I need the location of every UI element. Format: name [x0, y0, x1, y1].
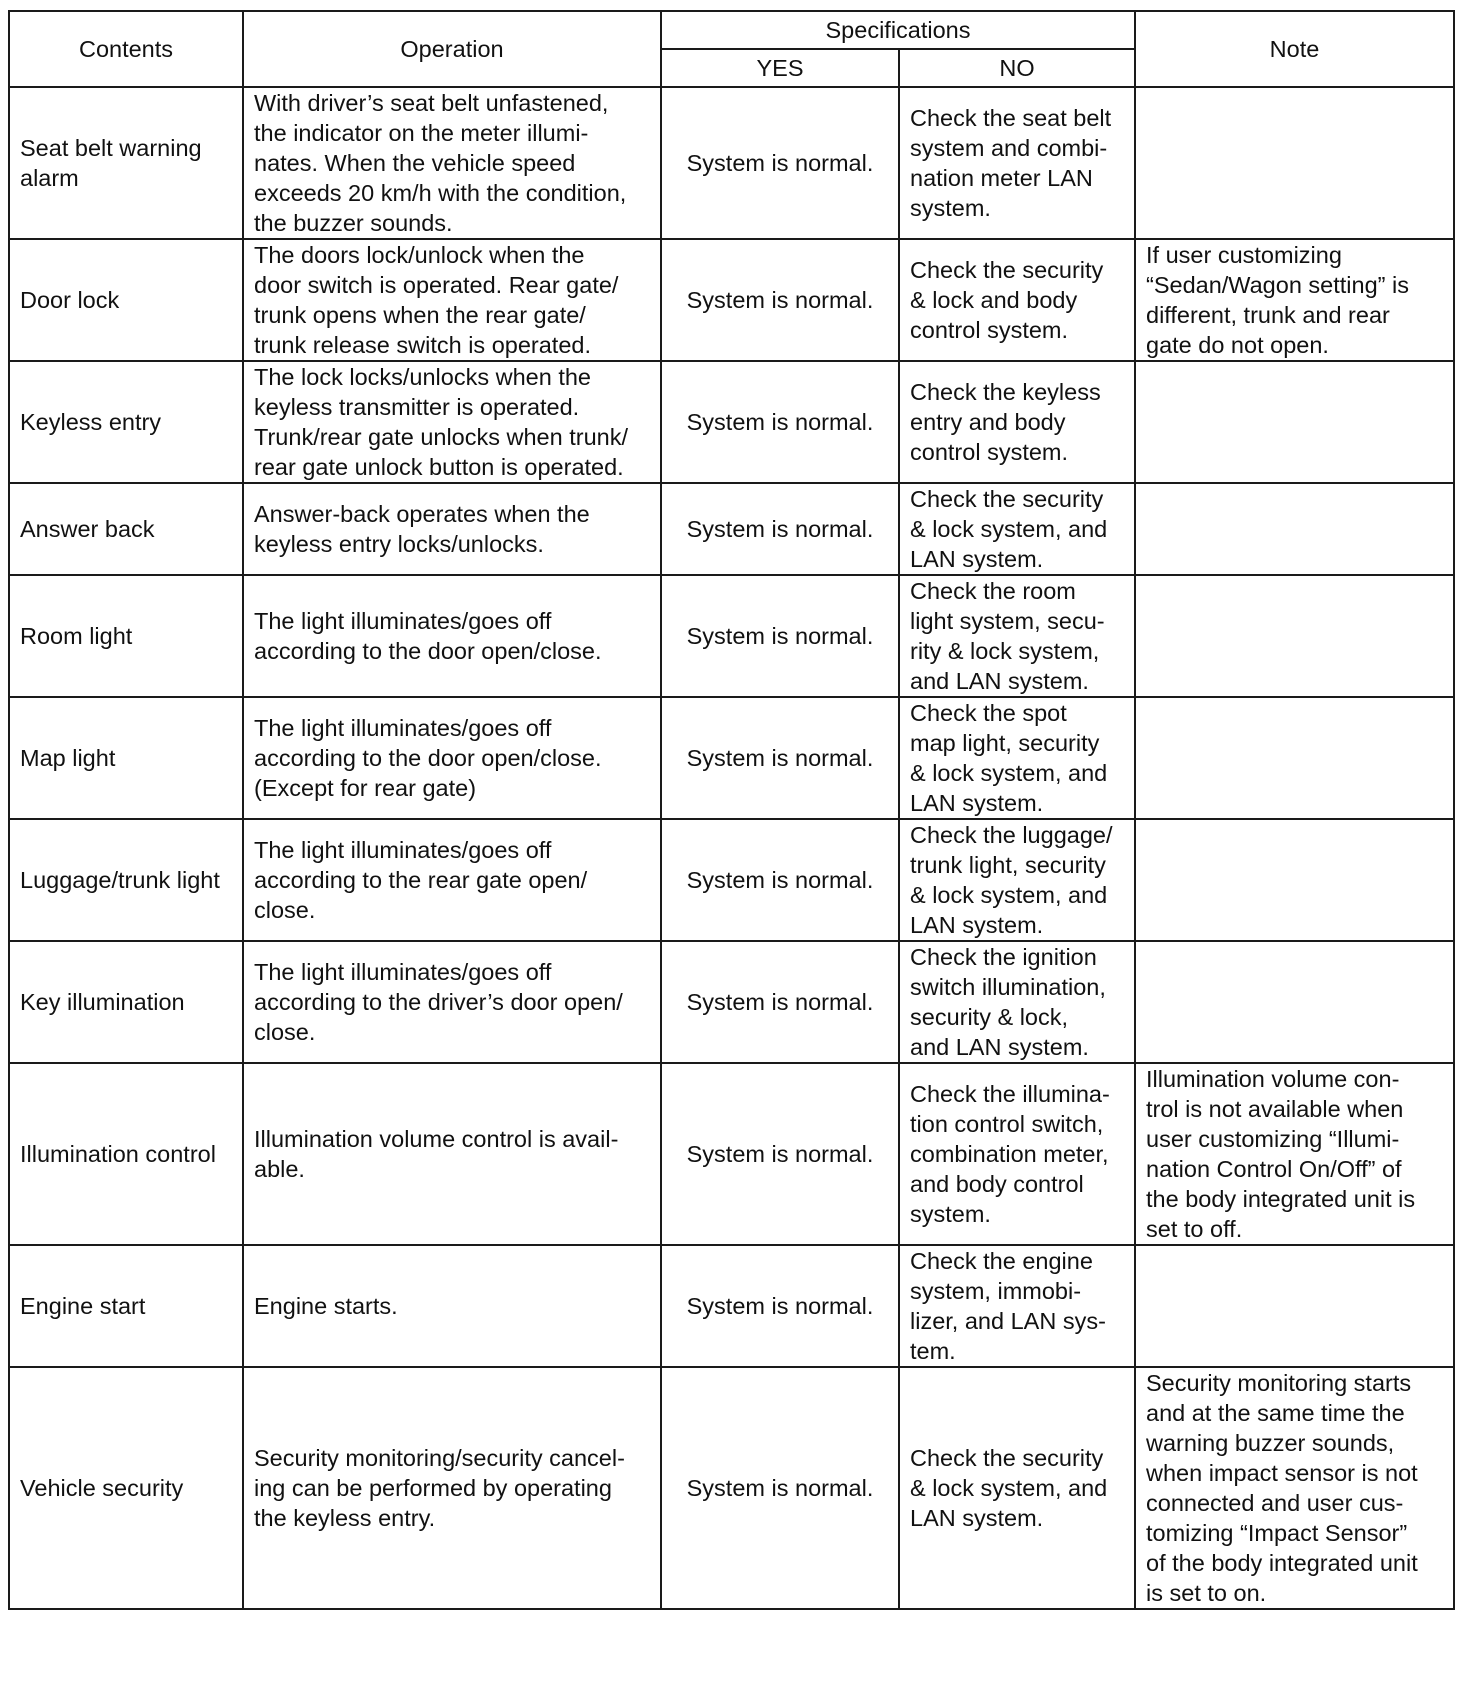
cell-note — [1135, 361, 1454, 483]
cell-operation: The light illuminates/goes off according to the driver’s door open/ close. — [243, 941, 661, 1063]
cell-note — [1135, 483, 1454, 575]
header-operation: Operation — [243, 11, 661, 87]
cell-no: Check the engine system, immobi- lizer, and LAN sys- tem. — [899, 1245, 1135, 1367]
table-header — [9, 11, 1454, 87]
cell-operation: The lock locks/unlocks when the keyless transmitter is operated. Trunk/rear gate unlocks when trunk/ rear gate unlock button is operated. — [243, 361, 661, 483]
cell-no: Check the seat belt system and combi- nation meter LAN system. — [899, 87, 1135, 239]
cell-contents: Door lock — [9, 239, 243, 361]
table-row — [9, 1245, 1454, 1367]
cell-contents: Illumination control — [9, 1063, 243, 1245]
cell-yes: System is normal. — [661, 1367, 899, 1609]
cell-no: Check the security & lock system, and LAN system. — [899, 483, 1135, 575]
table-row — [9, 1063, 1454, 1245]
cell-operation: The light illuminates/goes off according to the door open/close. — [243, 575, 661, 697]
cell-note: Illumination volume con- trol is not available when user customizing “Illumi- nation Control On/Off” of the body integrated unit is set to off. — [1135, 1063, 1454, 1245]
cell-note — [1135, 575, 1454, 697]
header-no: NO — [899, 49, 1135, 87]
cell-no: Check the spot map light, security & lock system, and LAN system. — [899, 697, 1135, 819]
header-note: Note — [1135, 11, 1454, 87]
cell-yes: System is normal. — [661, 483, 899, 575]
cell-contents: Key illumination — [9, 941, 243, 1063]
cell-operation: Engine starts. — [243, 1245, 661, 1367]
cell-note: If user customizing “Sedan/Wagon setting” is different, trunk and rear gate do not open. — [1135, 239, 1454, 361]
cell-contents: Answer back — [9, 483, 243, 575]
cell-contents: Room light — [9, 575, 243, 697]
cell-yes: System is normal. — [661, 697, 899, 819]
table-row — [9, 575, 1454, 697]
cell-operation: The light illuminates/goes off according to the rear gate open/ close. — [243, 819, 661, 941]
table-row — [9, 819, 1454, 941]
table-row — [9, 941, 1454, 1063]
header-yes: YES — [661, 49, 899, 87]
cell-yes: System is normal. — [661, 575, 899, 697]
cell-yes: System is normal. — [661, 239, 899, 361]
cell-note — [1135, 819, 1454, 941]
cell-contents: Engine start — [9, 1245, 243, 1367]
cell-contents: Keyless entry — [9, 361, 243, 483]
table-row — [9, 483, 1454, 575]
table-row — [9, 697, 1454, 819]
cell-operation: The light illuminates/goes off according to the door open/close. (Except for rear gate) — [243, 697, 661, 819]
cell-note — [1135, 87, 1454, 239]
cell-yes: System is normal. — [661, 941, 899, 1063]
header-contents: Contents — [9, 11, 243, 87]
cell-contents: Luggage/trunk light — [9, 819, 243, 941]
cell-operation: The doors lock/unlock when the door switch is operated. Rear gate/ trunk opens when the rear gate/ trunk release switch is operated. — [243, 239, 661, 361]
cell-operation: Security monitoring/security cancel- ing can be performed by operating the keyless entry. — [243, 1367, 661, 1609]
cell-operation: Answer-back operates when the keyless entry locks/unlocks. — [243, 483, 661, 575]
cell-no: Check the security & lock system, and LAN system. — [899, 1367, 1135, 1609]
cell-operation: With driver’s seat belt unfastened, the indicator on the meter illumi- nates. When the vehicle speed exceeds 20 km/h with the condition, the buzzer sounds. — [243, 87, 661, 239]
cell-no: Check the keyless entry and body control system. — [899, 361, 1135, 483]
cell-no: Check the luggage/ trunk light, security & lock system, and LAN system. — [899, 819, 1135, 941]
cell-note — [1135, 697, 1454, 819]
table-row — [9, 361, 1454, 483]
cell-no: Check the security & lock and body control system. — [899, 239, 1135, 361]
cell-yes: System is normal. — [661, 361, 899, 483]
cell-contents: Seat belt warning alarm — [9, 87, 243, 239]
cell-operation: Illumination volume control is avail- able. — [243, 1063, 661, 1245]
table-row — [9, 87, 1454, 239]
cell-contents: Map light — [9, 697, 243, 819]
table-body — [9, 87, 1454, 1609]
cell-note — [1135, 1245, 1454, 1367]
specification-table — [8, 10, 1455, 1610]
cell-no: Check the ignition switch illumination, security & lock, and LAN system. — [899, 941, 1135, 1063]
cell-yes: System is normal. — [661, 87, 899, 239]
table-row — [9, 1367, 1454, 1609]
cell-yes: System is normal. — [661, 819, 899, 941]
header-specifications: Specifications — [661, 11, 1135, 49]
cell-yes: System is normal. — [661, 1245, 899, 1367]
cell-no: Check the illumina- tion control switch, combination meter, and body control system. — [899, 1063, 1135, 1245]
cell-yes: System is normal. — [661, 1063, 899, 1245]
cell-contents: Vehicle security — [9, 1367, 243, 1609]
table-row — [9, 239, 1454, 361]
cell-note — [1135, 941, 1454, 1063]
cell-note: Security monitoring starts and at the same time the warning buzzer sounds, when impact sensor is not connected and user cus- tomizing “Impact Sensor” of the body integrated unit is set to on. — [1135, 1367, 1454, 1609]
cell-no: Check the room light system, secu- rity & lock system, and LAN system. — [899, 575, 1135, 697]
